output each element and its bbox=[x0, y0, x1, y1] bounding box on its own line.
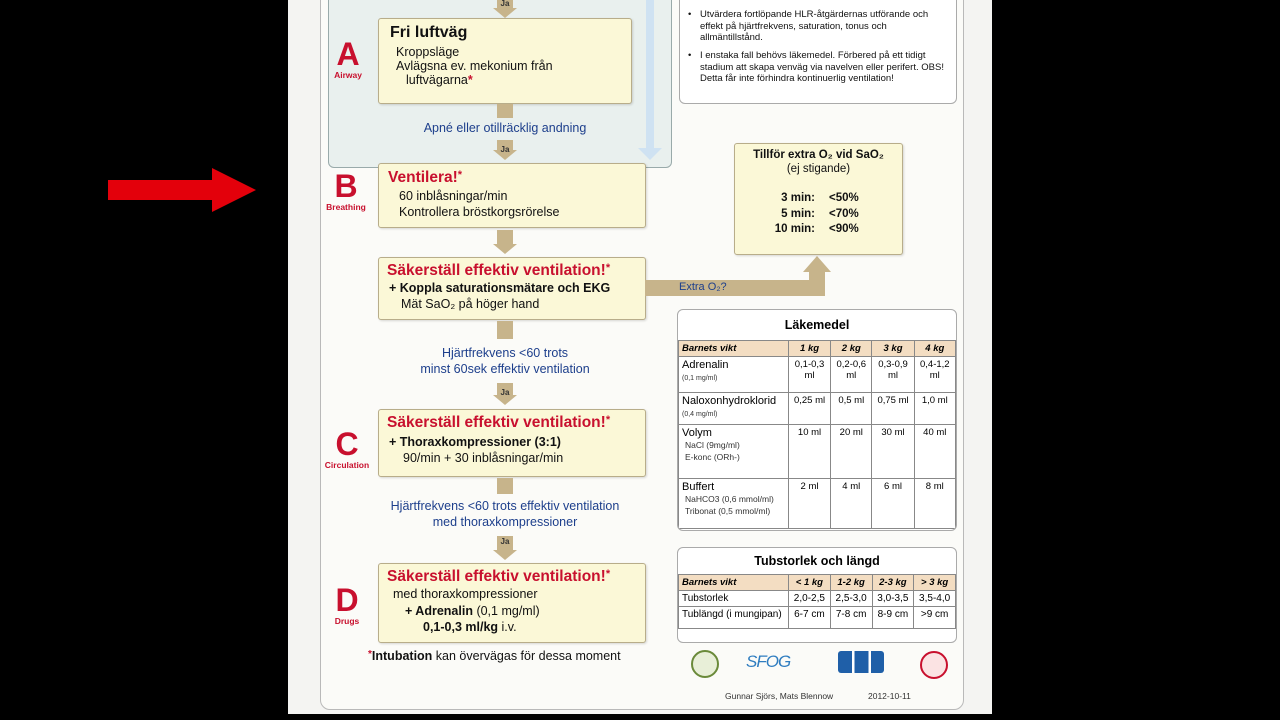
step-c-title: Säkerställ effektiv ventilation! bbox=[387, 414, 606, 431]
oxygen-rows: 3 min: <50% 5 min: <70% 10 min: <90% bbox=[774, 192, 859, 235]
step-a-line1: Kroppsläge bbox=[396, 45, 460, 59]
step-ventilation-line2: Mät SaO₂ på höger hand bbox=[401, 297, 540, 311]
info-box bbox=[679, 0, 957, 104]
flow-arrow-b bbox=[493, 230, 517, 256]
step-d-line1: med thoraxkompressioner bbox=[393, 587, 538, 601]
step-d-title: Säkerställ effektiv ventilation! bbox=[387, 568, 606, 585]
flow-arrow-s1: Ja bbox=[493, 321, 517, 405]
step-c-line2: 90/min + 30 inblåsningar/min bbox=[403, 451, 564, 465]
blue-flow-arrowhead bbox=[638, 148, 662, 160]
step-b-title: Ventilera! bbox=[388, 169, 458, 186]
step-b-line1: 60 inblåsningar/min bbox=[399, 189, 508, 203]
table-row: Volym NaCl (9mg/ml) E-konc (ORh-) 10 ml 20 ml 30 ml 40 ml bbox=[679, 425, 956, 479]
step-ventilation-line1: + Koppla saturationsmätare och EKG bbox=[389, 281, 611, 295]
table-row: Tublängd (i mungipan) 6-7 cm 7-8 cm 8-9 cm >9 cm bbox=[679, 607, 956, 629]
step-a-letter: A Airway bbox=[330, 38, 366, 80]
extra-o2-label: Extra O₂? bbox=[679, 281, 727, 293]
step-c-letter: C Circulation bbox=[324, 426, 370, 470]
step-c-line1: + Thoraxkompressioner (3:1) bbox=[389, 435, 561, 449]
step-c-box: Säkerställ effektiv ventilation!* + Thoraxkompressioner (3:1) 90/min + 30 inblåsningar/min bbox=[378, 409, 646, 477]
oxygen-subtitle: (ej stigande) bbox=[786, 163, 851, 175]
tube-table-title: Tubstorlek och längd bbox=[754, 554, 880, 568]
info-bullet-1: • Utvärdera fortlöpande HLR-åtgärdernas utförande och effekt på hjärtfrekvens, saturation, tonus och allmäntillstånd. bbox=[688, 9, 929, 43]
step-a-line3: luftvägarna bbox=[406, 73, 468, 87]
oxygen-box bbox=[734, 143, 903, 255]
step-a-line2: Avlägsna ev. mekonium från bbox=[396, 59, 553, 73]
flow-arrow-a: Ja bbox=[493, 104, 517, 160]
extra-o2-arrow-vertical bbox=[809, 270, 825, 296]
info-bullet-2: • I enstaka fall behövs läkemedel. Förbered på ett tidigt stadium att skapa venväg via navelven eller perifert. OBS! Detta får inte förhindra kontinuerlig ventilation! bbox=[688, 50, 944, 84]
blue-flow-line bbox=[646, 0, 654, 156]
sfog-logo: SFOG bbox=[746, 652, 791, 671]
step-b-box: Ventilera!* 60 inblåsningar/min Kontrollera bröstkorgsrörelse bbox=[378, 163, 646, 228]
drug-table-title: Läkemedel bbox=[784, 318, 850, 332]
condition-apne: Apné eller otillräcklig andning bbox=[423, 121, 587, 135]
drug-table: Barnets vikt 1 kg 2 kg 3 kg 4 kg Adrenalin (0,1 mg/ml) 0,1-0,3 ml 0,2-0,6 ml 0,3-0,9 ml 0,4-1,2 ml Naloxonhydroklorid (0,4 mg/ml) 0,25 ml 0,5 ml 0,75 ml 1,0 ml Volym NaCl (9mg/ml) E-konc (ORh-) 10 ml 20 ml 30 ml 40 ml Buffert NaHCO3 (0,6 mmol/ml) Tribonat (0,5 mmol/ml) 2 ml 4 ml 6 ml 8 ml bbox=[678, 340, 956, 529]
flow-arrow-top bbox=[493, 0, 517, 18]
extra-o2-arrow bbox=[645, 280, 825, 296]
red-pointer-arrow bbox=[108, 168, 256, 212]
condition-hr2: Hjärtfrekvens <60 trots effektiv ventilation med thoraxkompressioner bbox=[390, 499, 620, 529]
tube-table-box bbox=[677, 547, 957, 643]
step-b-letter: B Breathing bbox=[326, 168, 366, 212]
ja-label: Ja bbox=[500, 0, 510, 8]
authors: Gunnar Sjörs, Mats Blennow bbox=[725, 691, 834, 701]
table-row: Adrenalin (0,1 mg/ml) 0,1-0,3 ml 0,2-0,6 ml 0,3-0,9 ml 0,4-1,2 ml bbox=[679, 357, 956, 393]
step-d-letter: D Drugs bbox=[334, 582, 360, 626]
red-seal-logo bbox=[920, 651, 948, 679]
step-ventilation-box: Säkerställ effektiv ventilation!* + Koppla saturationsmätare och EKG Mät SaO₂ på höger hand bbox=[378, 257, 646, 320]
tube-table: Barnets vikt < 1 kg 1-2 kg 2-3 kg > 3 kg Tubstorlek 2,0-2,5 2,5-3,0 3,0-3,5 3,5-4,0 Tublängd (i mungipan) 6-7 cm 7-8 cm 8-9 cm >9 cm bbox=[678, 574, 956, 629]
footnote: *Intubation kan övervägas för dessa moment bbox=[368, 649, 621, 663]
drug-table-box bbox=[677, 309, 957, 531]
society-seal-logo bbox=[691, 650, 719, 678]
table-row: Tubstorlek 2,0-2,5 2,5-3,0 3,0-3,5 3,5-4,0 bbox=[679, 591, 956, 607]
step-d-box: Säkerställ effektiv ventilation!* med thoraxkompressioner + Adrenalin (0,1 mg/ml) 0,1-0,3 ml/kg i.v. bbox=[378, 563, 646, 643]
step-a-box: Fri luftväg Kroppsläge Avlägsna ev. mekonium från luftvägarna* bbox=[378, 18, 632, 104]
step-ventilation-title: Säkerställ effektiv ventilation! bbox=[387, 262, 606, 279]
table-row: Buffert NaHCO3 (0,6 mmol/ml) Tribonat (0,5 mmol/ml) 2 ml 4 ml 6 ml 8 ml bbox=[679, 479, 956, 529]
condition-hr1: Hjärtfrekvens <60 trots minst 60sek effektiv ventilation bbox=[420, 346, 590, 376]
step-a-title: Fri luftväg bbox=[390, 24, 468, 41]
extra-o2-arrowhead bbox=[803, 256, 831, 272]
step-a-caption: Airway bbox=[334, 70, 362, 80]
date: 2012-10-11 bbox=[868, 691, 911, 701]
table-row: Naloxonhydroklorid (0,4 mg/ml) 0,25 ml 0,5 ml 0,75 ml 1,0 ml bbox=[679, 393, 956, 425]
oxygen-title: Tillför extra O₂ vid SaO₂ bbox=[753, 149, 884, 161]
family-logo bbox=[838, 651, 884, 673]
flow-arrow-c: Ja bbox=[493, 478, 517, 560]
step-b-line2: Kontrollera bröstkorgsrörelse bbox=[399, 205, 560, 219]
